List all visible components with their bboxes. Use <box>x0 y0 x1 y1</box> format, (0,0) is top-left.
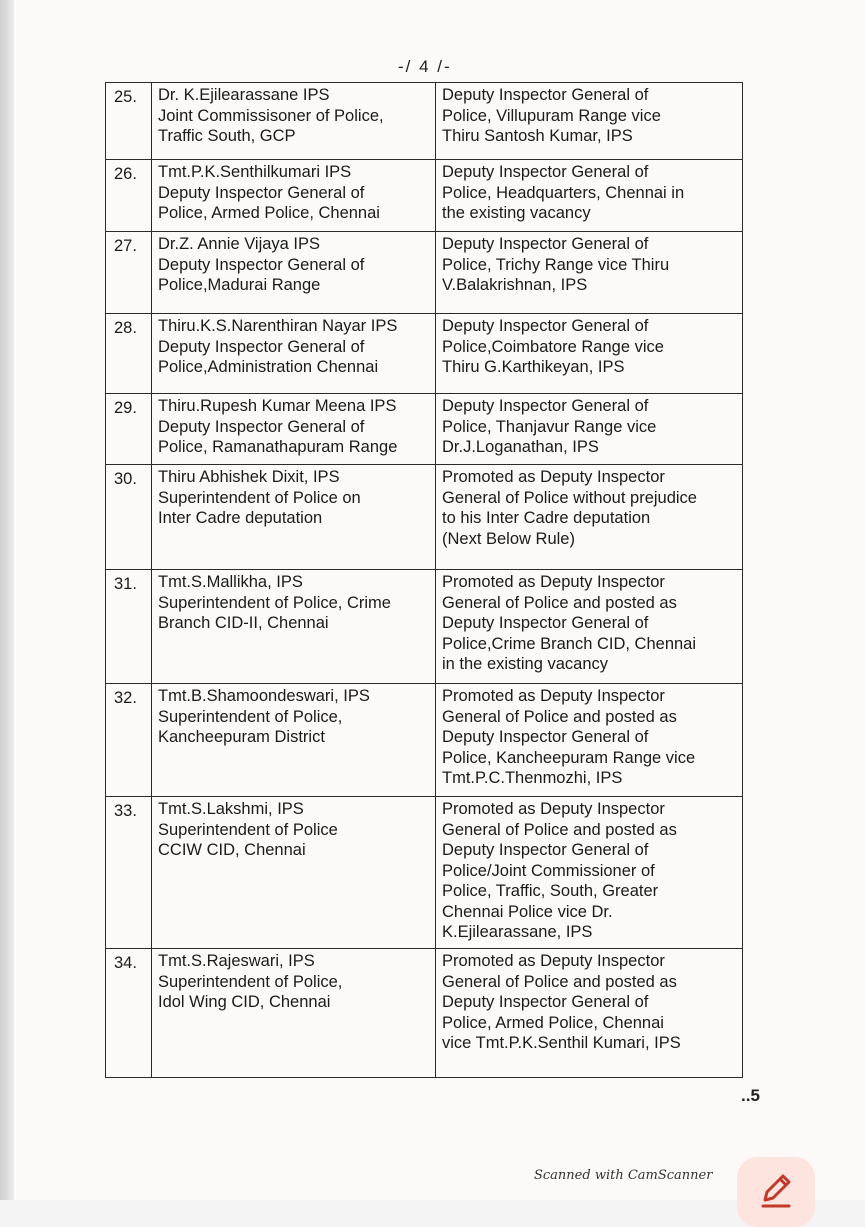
new-posting <box>436 314 743 394</box>
new-posting <box>436 394 743 465</box>
serial-number: 26. <box>106 160 152 232</box>
officer-line: Kancheepuram District <box>158 728 325 746</box>
posting-line: the existing vacancy <box>442 204 591 222</box>
officer-line: Police, Armed Police, Chennai <box>158 204 380 222</box>
posting-line: K.Ejilearassane, IPS <box>442 923 593 941</box>
next-page-marker: ..5 <box>741 1086 760 1105</box>
officer-line: Thiru.Rupesh Kumar Meena IPS <box>158 397 397 415</box>
officer-current-post <box>152 684 436 797</box>
officer-line: Tmt.B.Shamoondeswari, IPS <box>158 687 370 705</box>
posting-line: Thiru G.Karthikeyan, IPS <box>442 358 625 376</box>
posting-line: Police,Crime Branch CID, Chennai <box>442 634 697 653</box>
table-row <box>106 797 743 949</box>
officer-line: Deputy Inspector General of <box>158 183 365 202</box>
officer-line: Superintendent of Police, <box>158 707 343 726</box>
serial-number: 31. <box>106 570 152 684</box>
posting-line: Deputy Inspector General of <box>442 993 649 1011</box>
officer-line: Branch CID-II, Chennai <box>158 614 329 632</box>
posting-line: Police, Villupuram Range vice <box>442 106 661 125</box>
posting-line: Promoted as Deputy Inspector <box>442 952 665 970</box>
officer-line: Dr. K.Ejilearassane IPS <box>158 86 330 104</box>
officer-line: Superintendent of Police on <box>158 488 361 507</box>
officer-current-post <box>152 949 436 1078</box>
officer-line: Deputy Inspector General of <box>158 255 365 274</box>
serial-number: 29. <box>106 394 152 465</box>
table-row <box>106 232 743 314</box>
posting-line: Police, Traffic, South, Greater <box>442 882 659 900</box>
officer-line: Thiru.K.S.Narenthiran Nayar IPS <box>158 317 398 335</box>
posting-line: Chennai Police vice Dr. <box>442 902 613 921</box>
posting-line: Promoted as Deputy Inspector <box>442 800 665 818</box>
officer-line: Superintendent of Police, Crime <box>158 593 391 612</box>
new-posting <box>436 570 743 684</box>
officer-line: Inter Cadre deputation <box>158 509 323 527</box>
table-row <box>106 160 743 232</box>
officer-current-post <box>152 160 436 232</box>
officer-line: Idol Wing CID, Chennai <box>158 993 331 1011</box>
viewer-left-edge <box>0 0 14 1200</box>
edit-button[interactable] <box>737 1157 815 1227</box>
new-posting <box>436 465 743 570</box>
officer-line: CCIW CID, Chennai <box>158 841 306 859</box>
officer-line: Police,Madurai Range <box>158 276 321 294</box>
posting-line: to his Inter Cadre deputation <box>442 509 651 527</box>
posting-line: General of Police without prejudice <box>442 488 697 507</box>
officer-current-post <box>152 232 436 314</box>
officer-line: Deputy Inspector General of <box>158 417 365 436</box>
table-row <box>106 949 743 1078</box>
transfer-table-body <box>106 83 743 1078</box>
officer-current-post <box>152 797 436 949</box>
officer-line: Tmt.S.Lakshmi, IPS <box>158 800 304 818</box>
posting-line: Police, Trichy Range vice Thiru <box>442 255 670 274</box>
page-number: -/ 4 /- <box>398 57 452 76</box>
new-posting <box>436 797 743 949</box>
officer-current-post <box>152 570 436 684</box>
posting-line: Promoted as Deputy Inspector <box>442 687 665 705</box>
officer-line: Tmt.P.K.Senthilkumari IPS <box>158 163 352 181</box>
posting-line: Deputy Inspector General of <box>442 397 649 415</box>
posting-line: General of Police and posted as <box>442 820 677 839</box>
posting-line: Tmt.P.C.Thenmozhi, IPS <box>442 769 623 787</box>
posting-line: V.Balakrishnan, IPS <box>442 276 588 294</box>
officer-line: Joint Commissisoner of Police, <box>158 106 384 125</box>
posting-line: Deputy Inspector General of <box>442 317 649 335</box>
table-row <box>106 394 743 465</box>
posting-line: Deputy Inspector General of <box>442 86 649 104</box>
table-row <box>106 314 743 394</box>
officer-current-post <box>152 314 436 394</box>
serial-number: 33. <box>106 797 152 949</box>
posting-line: in the existing vacancy <box>442 655 609 673</box>
posting-line: General of Police and posted as <box>442 593 677 612</box>
serial-number: 30. <box>106 465 152 570</box>
posting-line: Police, Kancheepuram Range vice <box>442 748 696 767</box>
officer-line: Tmt.S.Mallikha, IPS <box>158 573 303 591</box>
serial-number: 27. <box>106 232 152 314</box>
posting-line: General of Police and posted as <box>442 972 677 991</box>
officer-line: Tmt.S.Rajeswari, IPS <box>158 952 315 970</box>
new-posting <box>436 949 743 1078</box>
posting-line: Thiru Santosh Kumar, IPS <box>442 127 633 145</box>
officer-line: Deputy Inspector General of <box>158 337 365 356</box>
table-row <box>106 465 743 570</box>
officer-current-post <box>152 83 436 160</box>
officer-line: Thiru Abhishek Dixit, IPS <box>158 468 340 486</box>
officer-current-post <box>152 394 436 465</box>
posting-line: General of Police and posted as <box>442 707 677 726</box>
posting-line: Deputy Inspector General of <box>442 728 649 746</box>
officer-line: Superintendent of Police <box>158 820 338 839</box>
posting-line: (Next Below Rule) <box>442 529 575 548</box>
table-row <box>106 684 743 797</box>
table-row <box>106 83 743 160</box>
serial-number: 32. <box>106 684 152 797</box>
new-posting <box>436 684 743 797</box>
posting-line: Deputy Inspector General of <box>442 841 649 859</box>
serial-number: 28. <box>106 314 152 394</box>
pencil-edit-icon <box>759 1170 793 1210</box>
transfer-table <box>105 82 743 1078</box>
officer-line: Police, Ramanathapuram Range <box>158 438 398 456</box>
posting-line: Promoted as Deputy Inspector <box>442 468 665 486</box>
new-posting <box>436 160 743 232</box>
posting-line: Deputy Inspector General of <box>442 614 649 632</box>
serial-number: 25. <box>106 83 152 160</box>
new-posting <box>436 83 743 160</box>
posting-line: Dr.J.Loganathan, IPS <box>442 438 599 456</box>
serial-number: 34. <box>106 949 152 1078</box>
posting-line: Police, Headquarters, Chennai in <box>442 183 685 202</box>
new-posting <box>436 232 743 314</box>
posting-line: Police, Armed Police, Chennai <box>442 1013 664 1032</box>
posting-line: Police,Coimbatore Range vice <box>442 337 664 356</box>
officer-line: Police,Administration Chennai <box>158 358 379 376</box>
posting-line: Deputy Inspector General of <box>442 235 649 253</box>
posting-line: vice Tmt.P.K.Senthil Kumari, IPS <box>442 1034 681 1052</box>
officer-current-post <box>152 465 436 570</box>
officer-line: Traffic South, GCP <box>158 127 296 145</box>
officer-line: Dr.Z. Annie Vijaya IPS <box>158 235 321 253</box>
posting-line: Deputy Inspector General of <box>442 163 649 181</box>
posting-line: Police/Joint Commissioner of <box>442 861 655 880</box>
scanner-watermark: Scanned with CamScanner <box>534 1168 713 1183</box>
posting-line: Police, Thanjavur Range vice <box>442 417 657 436</box>
table-row <box>106 570 743 684</box>
officer-line: Superintendent of Police, <box>158 972 343 991</box>
posting-line: Promoted as Deputy Inspector <box>442 573 665 591</box>
